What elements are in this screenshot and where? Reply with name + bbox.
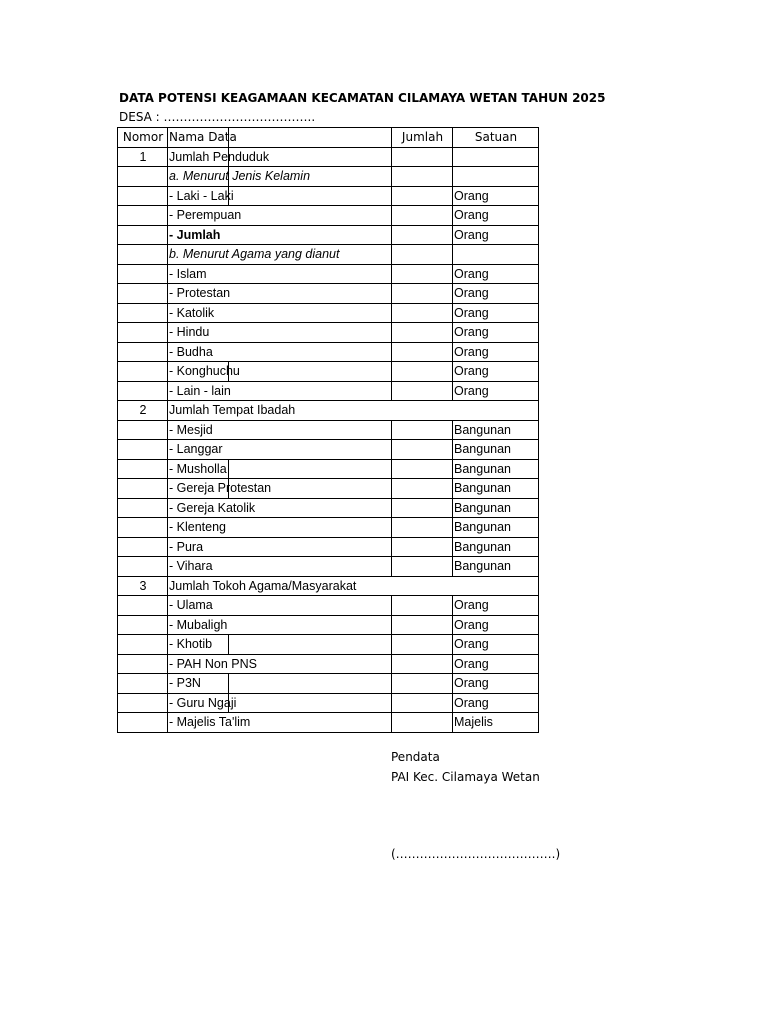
row-number <box>118 362 168 382</box>
row-label <box>168 635 392 655</box>
table-row <box>118 440 539 460</box>
document-title: DATA POTENSI KEAGAMAAN KECAMATAN CILAMAYA WETAN TAHUN 2025 <box>119 91 606 105</box>
column-divider <box>228 187 229 206</box>
section-heading-row <box>118 401 539 421</box>
satuan-cell: Orang <box>453 674 539 694</box>
table-row <box>118 537 539 557</box>
table-row <box>118 167 539 187</box>
row-label <box>168 167 392 187</box>
jumlah-cell[interactable] <box>392 303 453 323</box>
row-number <box>118 342 168 362</box>
satuan-cell: Orang <box>453 206 539 226</box>
row-label-text: - Laki - Laki <box>169 188 234 203</box>
row-label <box>168 264 392 284</box>
satuan-cell: Orang <box>453 596 539 616</box>
jumlah-cell[interactable] <box>392 557 453 577</box>
satuan-cell: Orang <box>453 342 539 362</box>
jumlah-cell[interactable] <box>392 186 453 206</box>
satuan-cell: Orang <box>453 654 539 674</box>
jumlah-cell[interactable] <box>392 342 453 362</box>
column-divider <box>228 362 229 381</box>
satuan-cell: Orang <box>453 635 539 655</box>
jumlah-cell[interactable] <box>392 713 453 733</box>
row-label-text: - Budha <box>169 344 213 359</box>
row-number <box>118 167 168 187</box>
table-row <box>118 342 539 362</box>
jumlah-cell[interactable] <box>392 362 453 382</box>
section-heading: Jumlah Tempat Ibadah <box>168 401 539 421</box>
table-row <box>118 186 539 206</box>
satuan-cell <box>453 147 539 167</box>
signature-role: Pendata <box>391 750 440 764</box>
row-label-text: - Katolik <box>169 305 215 320</box>
row-label-text: - Majelis Ta'lim <box>169 715 251 730</box>
satuan-cell: Bangunan <box>453 557 539 577</box>
row-label-text: - Gereja Katolik <box>169 500 256 515</box>
header-nama-data <box>168 128 392 148</box>
table-row <box>118 459 539 479</box>
table-row <box>118 381 539 401</box>
satuan-cell: Bangunan <box>453 440 539 460</box>
row-label-text: - Perempuan <box>169 208 242 223</box>
row-number: 1 <box>118 147 168 167</box>
row-label-text: - Musholla <box>169 461 227 476</box>
row-label-text: - Ulama <box>169 598 213 613</box>
row-number <box>118 245 168 265</box>
satuan-cell: Orang <box>453 186 539 206</box>
row-label <box>168 557 392 577</box>
column-divider <box>228 128 229 147</box>
satuan-cell: Orang <box>453 284 539 304</box>
row-label-text: - Klenteng <box>169 520 226 535</box>
jumlah-cell[interactable] <box>392 596 453 616</box>
row-label-text: - Pura <box>169 539 204 554</box>
row-number <box>118 264 168 284</box>
row-label-text: - Protestan <box>169 286 231 301</box>
row-label <box>168 518 392 538</box>
row-label-text: - PAH Non PNS <box>169 656 257 671</box>
satuan-cell: Bangunan <box>453 459 539 479</box>
table-row <box>118 654 539 674</box>
header-jumlah: Jumlah <box>392 128 453 148</box>
section-heading: Jumlah Tokoh Agama/Masyarakat <box>168 576 539 596</box>
jumlah-cell[interactable] <box>392 459 453 479</box>
row-label <box>168 440 392 460</box>
jumlah-cell[interactable] <box>392 654 453 674</box>
jumlah-cell[interactable] <box>392 245 453 265</box>
table-row <box>118 323 539 343</box>
jumlah-cell[interactable] <box>392 518 453 538</box>
header-nomor: Nomor <box>118 128 168 148</box>
column-divider <box>228 460 229 479</box>
row-label <box>168 206 392 226</box>
row-number: 2 <box>118 401 168 421</box>
table-row <box>118 303 539 323</box>
row-label <box>168 362 392 382</box>
row-number <box>118 420 168 440</box>
desa-label: DESA : ……………………………….. <box>119 110 316 124</box>
row-number <box>118 440 168 460</box>
satuan-cell: Orang <box>453 303 539 323</box>
row-label <box>168 479 392 499</box>
table-row <box>118 362 539 382</box>
row-number <box>118 459 168 479</box>
signature-name-placeholder: (………………………………….) <box>391 847 561 861</box>
row-number <box>118 537 168 557</box>
row-number <box>118 615 168 635</box>
satuan-cell <box>453 167 539 187</box>
column-divider <box>228 635 229 654</box>
table-row <box>118 674 539 694</box>
table-row <box>118 693 539 713</box>
row-label-text: - Jumlah <box>169 227 221 242</box>
row-label <box>168 323 392 343</box>
table-row <box>118 615 539 635</box>
section-heading-row <box>118 147 539 167</box>
signature-office: PAI Kec. Cilamaya Wetan <box>391 770 540 784</box>
row-number <box>118 206 168 226</box>
satuan-cell: Bangunan <box>453 537 539 557</box>
jumlah-cell[interactable] <box>392 440 453 460</box>
satuan-cell <box>453 245 539 265</box>
table-row <box>118 206 539 226</box>
row-label <box>168 654 392 674</box>
table-row <box>118 713 539 733</box>
row-number <box>118 674 168 694</box>
satuan-cell: Orang <box>453 381 539 401</box>
row-number <box>118 596 168 616</box>
jumlah-cell[interactable] <box>392 323 453 343</box>
column-divider <box>228 167 229 186</box>
row-label <box>168 674 392 694</box>
satuan-cell: Bangunan <box>453 479 539 499</box>
column-divider <box>228 694 229 713</box>
row-label <box>168 342 392 362</box>
satuan-cell: Bangunan <box>453 518 539 538</box>
jumlah-cell[interactable] <box>392 147 453 167</box>
row-number: 3 <box>118 576 168 596</box>
jumlah-cell[interactable] <box>392 264 453 284</box>
satuan-cell: Orang <box>453 615 539 635</box>
table-row <box>118 225 539 245</box>
row-label <box>168 537 392 557</box>
row-label <box>168 459 392 479</box>
row-number <box>118 303 168 323</box>
row-label <box>168 303 392 323</box>
row-label-text: - Islam <box>169 266 207 281</box>
satuan-cell: Orang <box>453 693 539 713</box>
row-number <box>118 693 168 713</box>
column-divider <box>228 479 229 498</box>
satuan-cell: Bangunan <box>453 498 539 518</box>
jumlah-cell[interactable] <box>392 615 453 635</box>
row-label-text: - Mesjid <box>169 422 213 437</box>
row-label-text: - Langgar <box>169 442 223 457</box>
row-label <box>168 596 392 616</box>
satuan-cell: Orang <box>453 362 539 382</box>
jumlah-cell[interactable] <box>392 420 453 440</box>
row-number <box>118 323 168 343</box>
row-label <box>168 186 392 206</box>
row-number <box>118 635 168 655</box>
row-label <box>168 225 392 245</box>
row-label-text: - Hindu <box>169 325 210 340</box>
jumlah-cell[interactable] <box>392 167 453 187</box>
row-number <box>118 713 168 733</box>
row-label-text: b. Menurut Agama yang dianut <box>169 247 340 262</box>
row-label-text: Jumlah Penduduk <box>169 149 270 164</box>
table-row <box>118 518 539 538</box>
row-label <box>168 245 392 265</box>
jumlah-cell[interactable] <box>392 498 453 518</box>
row-number <box>118 518 168 538</box>
row-number <box>118 498 168 518</box>
jumlah-cell[interactable] <box>392 635 453 655</box>
jumlah-cell[interactable] <box>392 225 453 245</box>
jumlah-cell[interactable] <box>392 693 453 713</box>
row-number <box>118 186 168 206</box>
row-number <box>118 479 168 499</box>
header-nama-data-label: Nama Data <box>169 130 237 145</box>
jumlah-cell[interactable] <box>392 537 453 557</box>
row-label <box>168 381 392 401</box>
row-label <box>168 498 392 518</box>
jumlah-cell[interactable] <box>392 381 453 401</box>
data-table <box>117 127 539 733</box>
table-row <box>118 264 539 284</box>
satuan-cell: Bangunan <box>453 420 539 440</box>
column-divider <box>228 674 229 693</box>
table-row <box>118 596 539 616</box>
section-heading <box>168 147 392 167</box>
table-row <box>118 498 539 518</box>
row-label-text: - Lain - lain <box>169 383 231 398</box>
jumlah-cell[interactable] <box>392 674 453 694</box>
jumlah-cell[interactable] <box>392 479 453 499</box>
row-label <box>168 693 392 713</box>
row-number <box>118 557 168 577</box>
jumlah-cell[interactable] <box>392 284 453 304</box>
row-label-text: - P3N <box>169 676 201 691</box>
row-number <box>118 284 168 304</box>
table-row <box>118 557 539 577</box>
table-row <box>118 479 539 499</box>
row-label <box>168 615 392 635</box>
table-row <box>118 245 539 265</box>
row-number <box>118 225 168 245</box>
table-row <box>118 420 539 440</box>
row-number <box>118 654 168 674</box>
satuan-cell: Orang <box>453 225 539 245</box>
row-number <box>118 381 168 401</box>
row-label-text: - Vihara <box>169 559 213 574</box>
column-divider <box>228 148 229 167</box>
row-label <box>168 713 392 733</box>
row-label <box>168 420 392 440</box>
row-label-text: - Khotib <box>169 637 213 652</box>
row-label-text: - Guru Ngaji <box>169 695 237 710</box>
table-row <box>118 635 539 655</box>
satuan-cell: Orang <box>453 323 539 343</box>
row-label <box>168 284 392 304</box>
satuan-cell: Orang <box>453 264 539 284</box>
jumlah-cell[interactable] <box>392 206 453 226</box>
satuan-cell: Majelis <box>453 713 539 733</box>
row-label-text: - Konghuchu <box>169 364 240 379</box>
table-row <box>118 284 539 304</box>
row-label-text: - Mubaligh <box>169 617 228 632</box>
header-satuan: Satuan <box>453 128 539 148</box>
table-header-row <box>118 128 539 148</box>
table-body <box>118 128 539 733</box>
section-heading-row <box>118 576 539 596</box>
row-label-text: - Gereja Protestan <box>169 481 272 496</box>
row-label-text: a. Menurut Jenis Kelamin <box>169 169 311 184</box>
